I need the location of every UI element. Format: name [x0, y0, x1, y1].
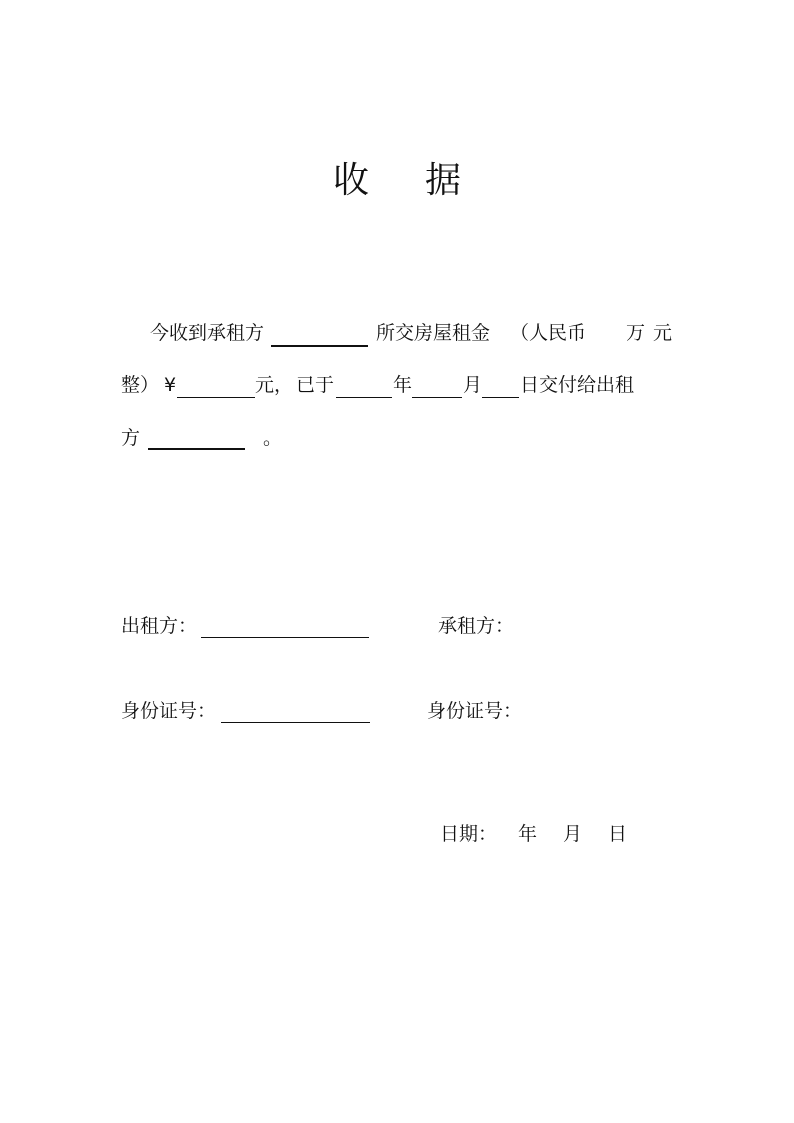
month-blank[interactable]: [412, 397, 462, 398]
paid-to-lessor-text: 日交付给出租: [520, 374, 635, 396]
lessee-name-blank[interactable]: [271, 345, 368, 347]
lessor-id-label: 身份证号：: [121, 700, 217, 722]
title-char-2: 据: [425, 160, 462, 201]
rent-text: 所交房屋租金: [376, 322, 491, 344]
yen-sign: ¥: [164, 374, 177, 396]
lessee-label: 承租方：: [438, 615, 515, 637]
amount-blank[interactable]: [177, 397, 255, 398]
date-year: 年: [518, 823, 538, 845]
date-day: 日: [608, 823, 628, 845]
lessor-signature-line[interactable]: [201, 637, 369, 638]
rmb-paren-text: （人民币: [510, 322, 587, 344]
period-mark: 。: [263, 427, 283, 449]
yiyu-text: 已于: [296, 374, 335, 396]
title-char-1: 收: [332, 160, 369, 201]
lessor-label: 出租方：: [121, 615, 198, 637]
yuan-unit: 元: [653, 322, 673, 344]
yuan-comma-text: 元，: [255, 374, 294, 396]
year-unit: 年: [393, 374, 413, 396]
date-month: 月: [563, 823, 583, 845]
month-unit: 月: [463, 374, 483, 396]
lessee-id-label: 身份证号：: [427, 700, 523, 722]
wan-unit: 万: [626, 322, 646, 344]
day-blank[interactable]: [482, 397, 519, 398]
fang-text: 方: [121, 427, 141, 449]
receipt-text-prefix: 今收到承租方: [150, 322, 265, 344]
zheng-text: 整）: [121, 374, 160, 396]
lessor-id-line[interactable]: [221, 722, 370, 723]
date-label: 日期：: [440, 823, 498, 845]
year-blank[interactable]: [336, 397, 392, 398]
lessor-name-blank[interactable]: [148, 448, 245, 450]
page-title: [0, 152, 794, 203]
